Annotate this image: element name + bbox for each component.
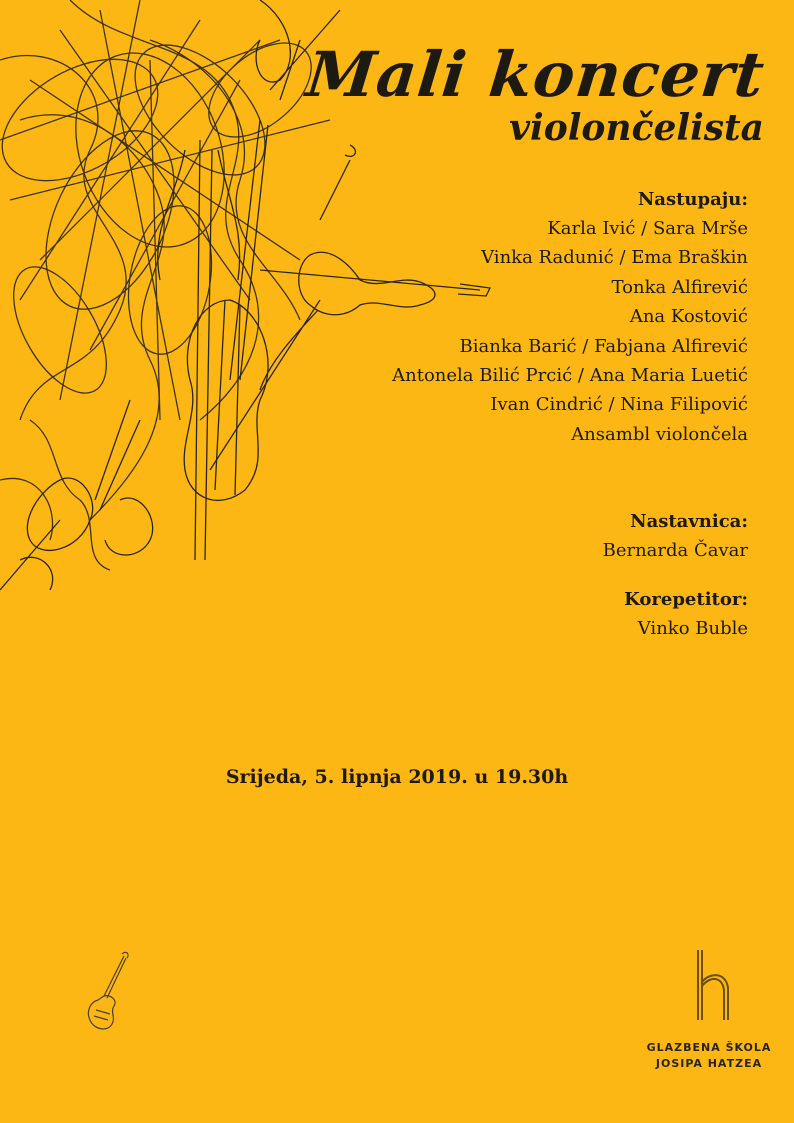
title-subtitle: violončelista — [509, 107, 764, 149]
performer-line: Vinka Radunić / Ema Braškin — [481, 247, 748, 269]
teacher-section — [603, 507, 748, 565]
event-date: Srijeda, 5. lipnja 2019. u 19.30h — [225, 766, 569, 788]
concert-title — [302, 38, 768, 149]
accompanist-name: Vinko Buble — [637, 618, 748, 639]
teacher-name: Bernarda Čavar — [602, 540, 748, 561]
performers-section — [392, 185, 748, 449]
school-name-line1: GLAZBENA ŠKOLA — [646, 1041, 772, 1054]
performer-line: Tonka Alfirević — [611, 276, 748, 298]
performers-label: Nastupaju: — [637, 189, 748, 210]
performer-line: Ansambl violončela — [571, 423, 748, 445]
school-name — [646, 1040, 772, 1072]
title-main: Mali koncert — [302, 38, 768, 111]
school-name-line2: JOSIPA HATZEA — [655, 1057, 763, 1070]
performer-line: Antonela Bilić Prcić / Ana Maria Luetić — [392, 365, 748, 387]
performer-line: Ana Kostović — [629, 306, 748, 328]
accompanist-section — [624, 585, 748, 643]
teacher-label: Nastavnica: — [630, 511, 748, 532]
accompanist-label: Korepetitor: — [624, 589, 748, 610]
school-logo-h — [690, 948, 740, 1022]
small-violin-icon — [80, 950, 140, 1035]
performer-line: Bianka Barić / Fabjana Alfirević — [459, 335, 748, 357]
performer-line: Ivan Cindrić / Nina Filipović — [490, 394, 748, 416]
performer-line: Karla Ivić / Sara Mrše — [547, 218, 748, 239]
